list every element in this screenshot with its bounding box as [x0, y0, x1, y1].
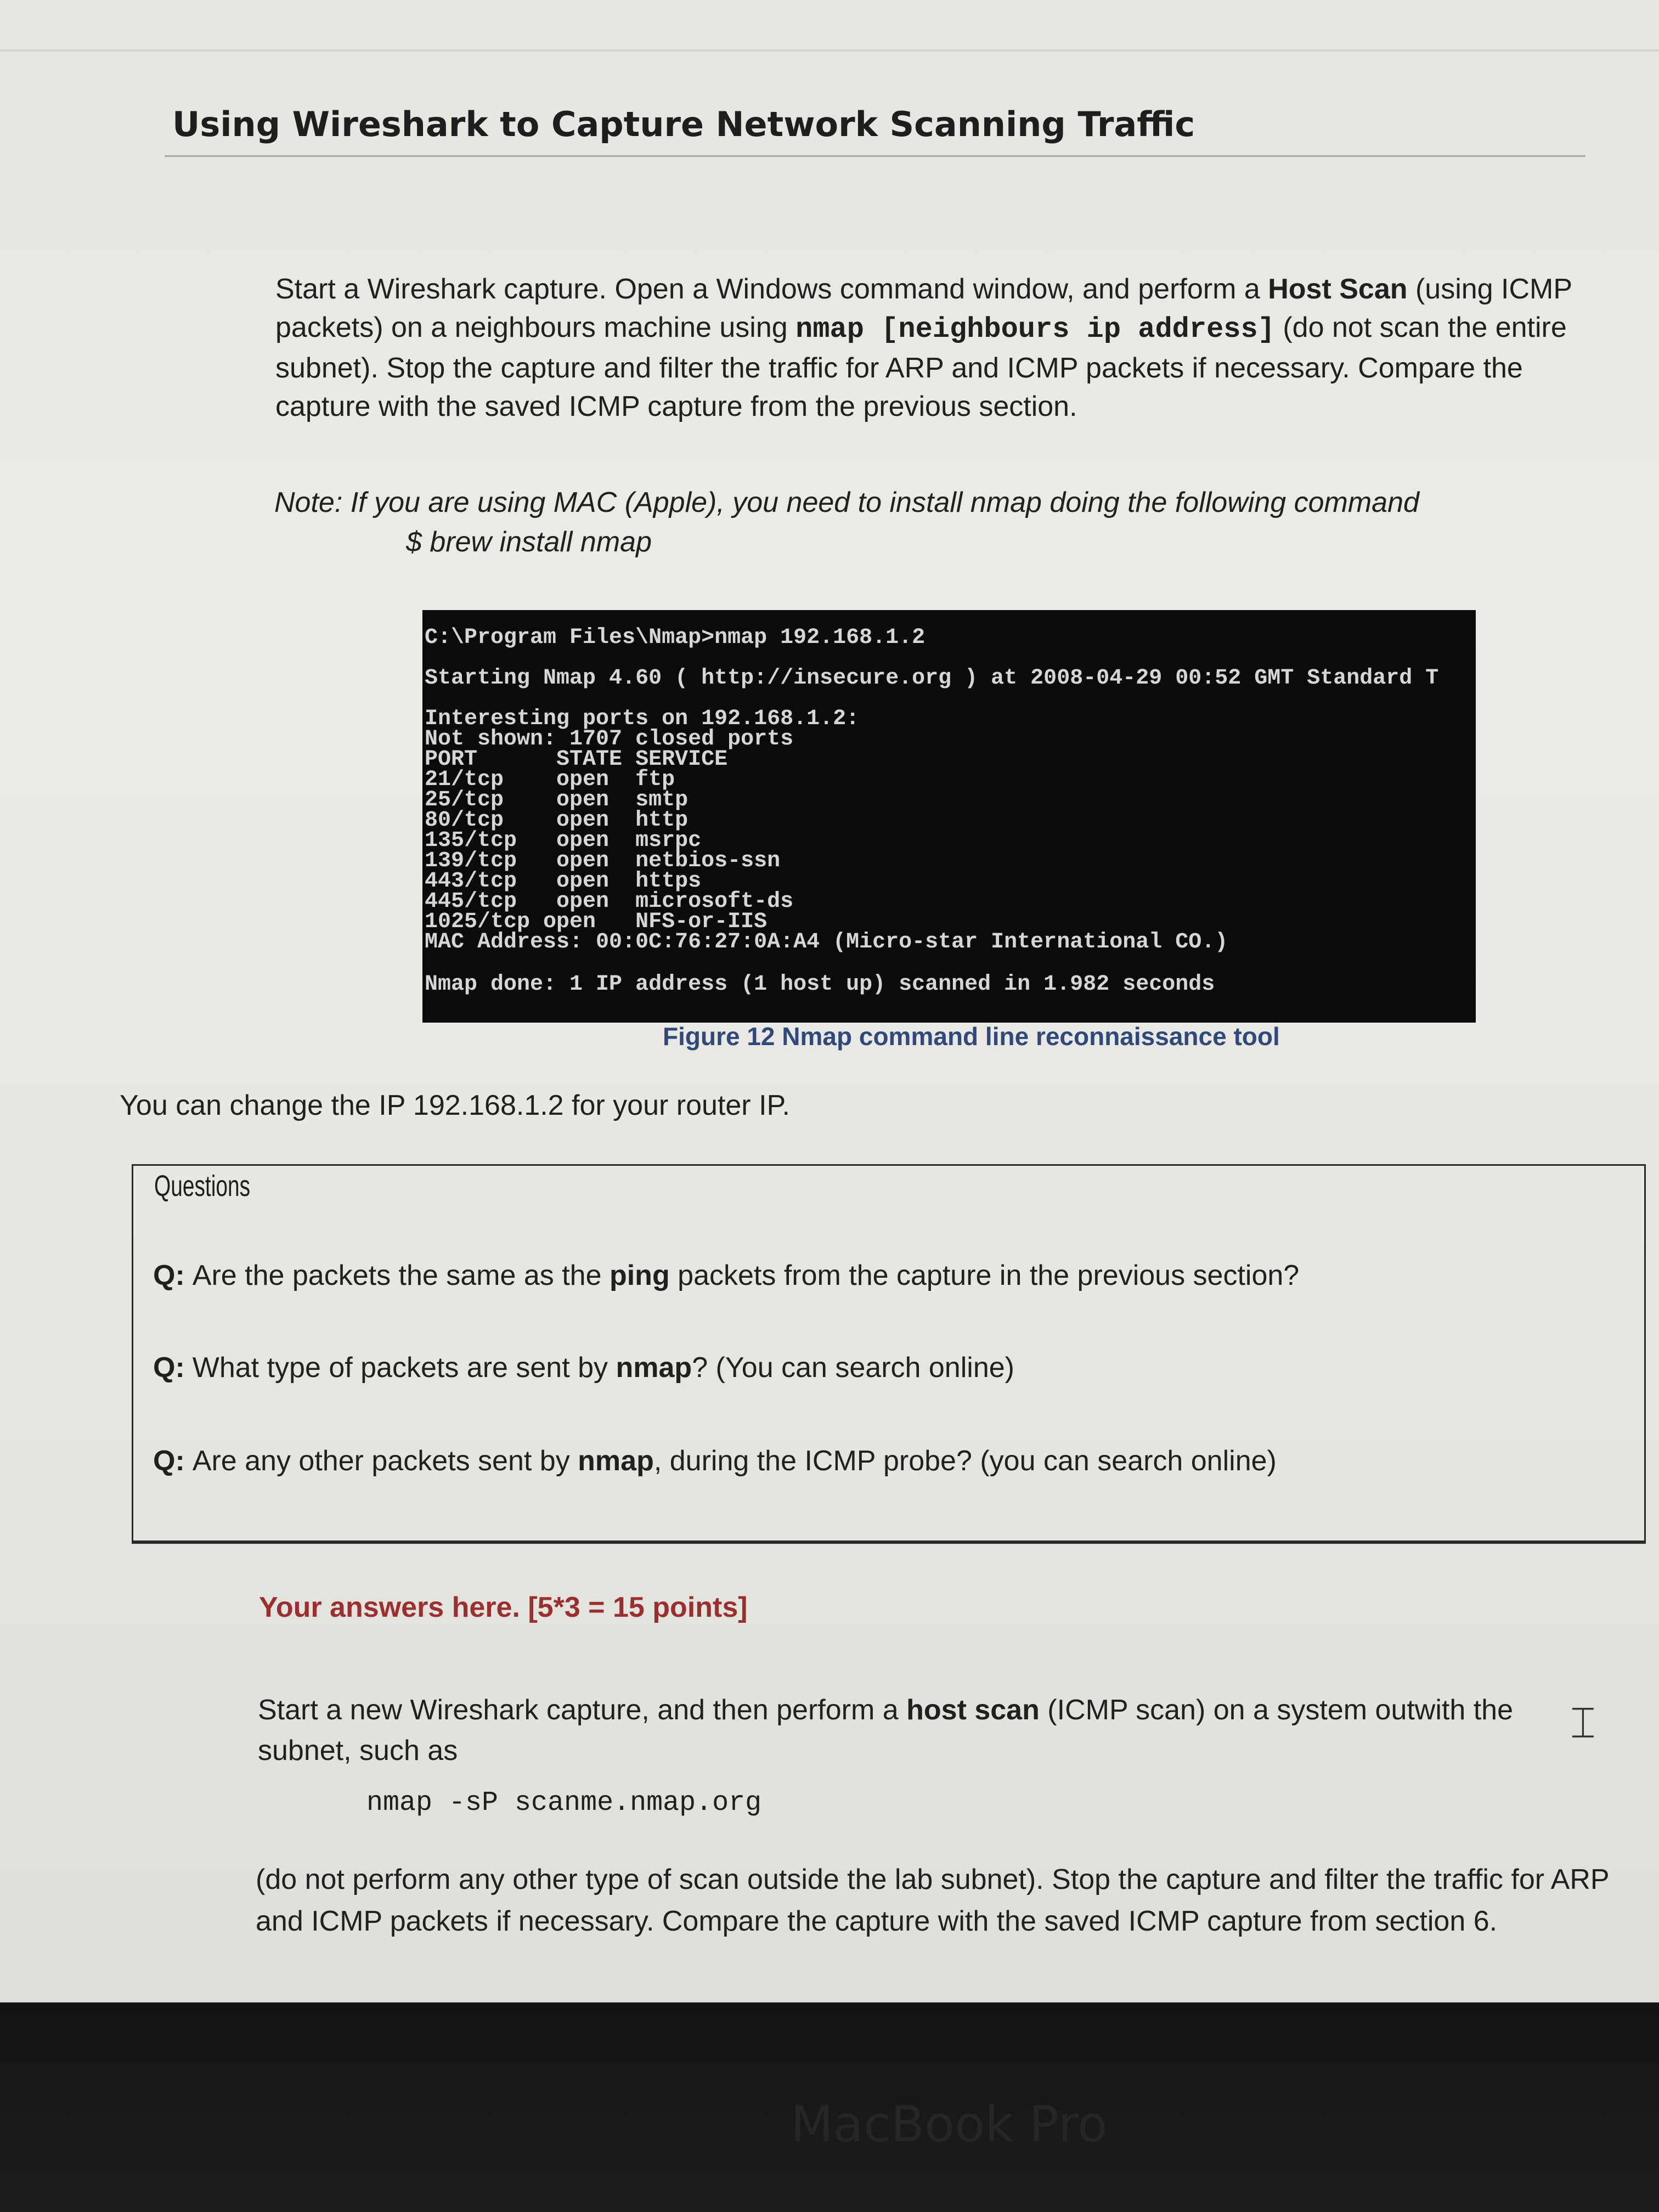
terminal-line: Not shown: 1707 closed ports: [425, 727, 794, 752]
answers-placeholder: Your answers here. [5*3 = 15 points]: [259, 1592, 748, 1623]
question-2-bold: nmap: [616, 1352, 692, 1384]
second-bold-host-scan: host scan: [906, 1694, 1040, 1726]
terminal-line: Interesting ports on 192.168.1.2:: [425, 707, 860, 731]
questions-label: Questions: [154, 1170, 251, 1203]
nmap-terminal-screenshot: [422, 610, 1476, 1023]
terminal-line: C:\Program Files\Nmap>nmap 192.168.1.2: [425, 625, 926, 650]
second-text-2: (ICMP scan) on a system outwith the subnet, such as: [258, 1694, 1514, 1767]
second-scan-paragraph: [258, 1690, 1569, 1771]
terminal-line: MAC Address: 00:0C:76:27:0A:A4 (Micro-star International CO.): [425, 930, 1228, 955]
terminal-line: 443/tcp open https: [425, 869, 702, 894]
laptop-brand-label: MacBook Pro: [791, 2096, 1108, 2153]
terminal-line: Nmap done: 1 IP address (1 host up) scanned in 1.982 seconds: [425, 972, 1215, 997]
change-ip-note: You can change the IP 192.168.1.2 for your router IP.: [120, 1090, 790, 1121]
nmap-sp-command: nmap -sP scanme.nmap.org: [366, 1787, 762, 1819]
question-2-text-2: ? (You can search online): [692, 1352, 1014, 1384]
intro-text-1: Start a Wireshark capture. Open a Windows command window, and perform a: [275, 273, 1268, 305]
terminal-line: 21/tcp open ftp: [425, 768, 675, 792]
question-3-text-1: Are any other packets sent by: [192, 1445, 578, 1477]
question-1: [153, 1259, 1299, 1292]
question-2: [153, 1351, 1014, 1384]
terminal-line: 139/tcp open netbios-ssn: [425, 849, 781, 873]
note-brew-command: $ brew install nmap: [406, 526, 652, 558]
second-scan-instructions: (do not perform any other type of scan outside the lab subnet). Stop the capture and filter the traffic for ARP and ICMP packets if necessary. Compare the capture with the saved ICMP capture from section 6.: [256, 1864, 1609, 1937]
question-1-text-2: packets from the capture in the previous section?: [669, 1260, 1300, 1291]
question-3-bold: nmap: [578, 1445, 654, 1477]
question-1-text-1: Are the packets the same as the: [192, 1260, 610, 1291]
terminal-line: 135/tcp open msrpc: [425, 828, 702, 853]
page-top-edge: [0, 49, 1659, 52]
second-text-1: Start a new Wireshark capture, and then perform a: [258, 1694, 907, 1726]
terminal-line: 445/tcp open microsoft-ds: [425, 889, 794, 914]
question-marker: Q:: [153, 1352, 185, 1384]
questions-box: [132, 1164, 1646, 1544]
question-marker: Q:: [153, 1260, 185, 1291]
intro-paragraph: [275, 270, 1592, 426]
note-line-1: Note: If you are using MAC (Apple), you need to install nmap doing the following command: [274, 487, 1419, 518]
terminal-line: 25/tcp open smtp: [425, 788, 689, 812]
question-1-bold: ping: [609, 1260, 670, 1291]
question-marker: Q:: [153, 1445, 185, 1477]
terminal-line: 1025/tcp open NFS-or-IIS: [425, 910, 768, 934]
figure-caption: Figure 12 Nmap command line reconnaissance tool: [663, 1022, 1280, 1051]
question-2-text-1: What type of packets are sent by: [192, 1352, 616, 1384]
question-3: [153, 1444, 1277, 1477]
terminal-line: Starting Nmap 4.60 ( http://insecure.org ) at 2008-04-29 00:52 GMT Standard T: [425, 666, 1439, 691]
intro-text-3: (do not scan the entire subnet). Stop the capture and filter the traffic for ARP and ICMP packets if necessary. Compare the capture with the saved ICMP capture from the previous section.: [275, 312, 1567, 422]
intro-bold-host-scan: Host Scan: [1268, 273, 1408, 305]
intro-text-2: (using ICMP packets) on a neighbours machine using: [275, 273, 1572, 343]
question-3-text-2: , during the ICMP probe? (you can search online): [653, 1445, 1277, 1477]
title-underline: [165, 155, 1585, 157]
document-title: Using Wireshark to Capture Network Scanning Traffic: [172, 104, 1195, 144]
terminal-line: PORT STATE SERVICE: [425, 747, 728, 772]
mac-note: [274, 483, 1419, 562]
terminal-line: 80/tcp open http: [425, 808, 689, 833]
intro-nmap-command: nmap [neighbours ip address]: [795, 313, 1275, 346]
text-cursor-icon: ⌶: [1570, 1699, 1596, 1748]
